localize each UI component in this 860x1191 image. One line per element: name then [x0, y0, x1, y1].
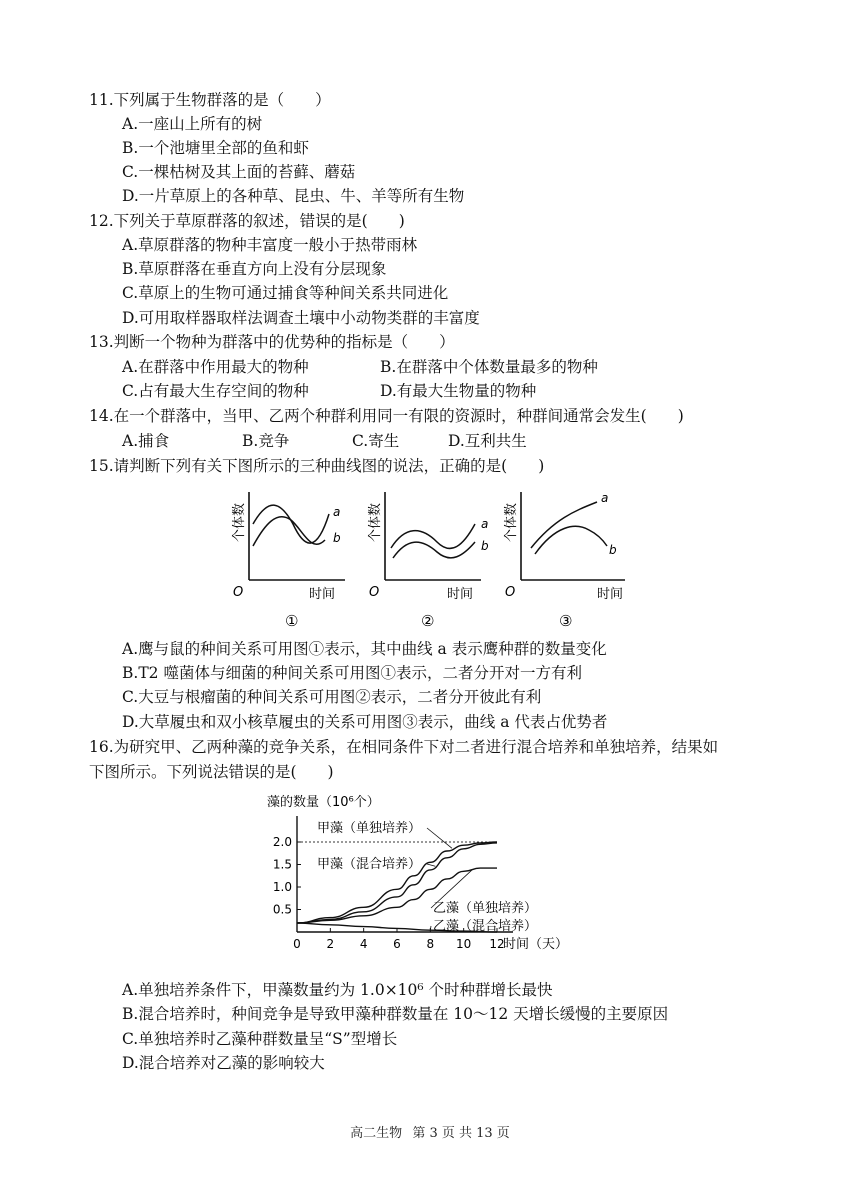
q13-option-a: A.在群落中作用最大的物种	[122, 358, 309, 376]
q16-stem-line2: 下图所示。下列说法错误的是( )	[89, 763, 334, 781]
series-leader-1	[427, 828, 452, 848]
q11-option-d: D.一片草原上的各种草、昆虫、牛、羊等所有生物	[122, 187, 465, 205]
q12-stem: 12.下列关于草原群落的叙述，错误的是( )	[89, 212, 405, 230]
x-tick-label: 10	[456, 937, 472, 951]
footer-page-number: 第 3 页 共 13 页	[412, 1126, 510, 1141]
curve-a	[531, 502, 597, 548]
q12-option-b: B.草原群落在垂直方向上没有分层现象	[122, 260, 387, 278]
y-tick-label: 1.0	[272, 880, 292, 894]
q13-stem: 13.判断一个物种为群落中的优势种的指标是（ ）	[89, 333, 455, 351]
panel-2	[367, 492, 489, 630]
q16-option-a: A.单独培养条件下，甲藻数量约为 1.0×10⁶ 个时种群增长最快	[122, 981, 553, 999]
curve-a-label: a	[601, 491, 609, 505]
curve-b-label: b	[481, 539, 489, 553]
algae-growth-chart	[265, 786, 595, 970]
y-axis-label: 个体数	[232, 502, 247, 542]
chart-y-axis-label: 藻的数量（10⁶个）	[267, 795, 380, 810]
q15-option-b: B.T2 噬菌体与细菌的种间关系可用图①表示，二者分开对一方有利	[122, 664, 582, 682]
q16-option-d: D.混合培养对乙藻的影响较大	[122, 1054, 325, 1072]
panel-label: ①	[285, 612, 299, 630]
y-tick-label: 1.5	[272, 857, 292, 872]
x-tick-label: 4	[359, 937, 368, 951]
q16-stem-line1: 16.为研究甲、乙两种藻的竞争关系，在相同条件下对二者进行混合培养和单独培养，结果如	[89, 738, 719, 756]
origin-label: O	[369, 585, 380, 600]
curve-a	[253, 505, 329, 543]
q14-stem: 14.在一个群落中，当甲、乙两个种群利用同一有限的资源时，种群间通常会发生( )	[89, 407, 684, 425]
q13-option-d: D.有最大生物量的物种	[380, 382, 537, 400]
q11-option-a: A.一座山上所有的树	[122, 115, 263, 133]
q14-option-d: D.互利共生	[448, 432, 527, 450]
panel-label: ②	[421, 612, 435, 630]
series-label-2: 甲藻（混合培养）	[317, 857, 422, 872]
y-tick-label: 0.5	[272, 902, 292, 917]
q16-option-c: C.单独培养时乙藻种群数量呈“S”型增长	[122, 1030, 398, 1048]
curve-b-label: b	[609, 543, 617, 557]
q14-option-b: B.竞争	[242, 432, 290, 450]
x-tick-label: 8	[426, 937, 435, 951]
q15-figure	[225, 484, 635, 630]
q13-option-c: C.占有最大生存空间的物种	[122, 382, 309, 400]
q11-option-c: C.一棵枯树及其上面的苔藓、蘑菇	[122, 163, 356, 181]
y-axis-label: 个体数	[504, 502, 519, 542]
q11-option-b: B.一个池塘里全部的鱼和虾	[122, 139, 309, 157]
q15-option-c: C.大豆与根瘤菌的种间关系可用图②表示，二者分开彼此有利	[122, 688, 542, 706]
x-tick-label: 2	[326, 937, 335, 951]
y-axis-label: 个体数	[368, 502, 383, 542]
curve-a-label: a	[333, 505, 341, 519]
series-label-4: 乙藻（混合培养）	[433, 919, 538, 934]
q15-option-d: D.大草履虫和双小核草履虫的关系可用图③表示，曲线 a 代表占优势者	[122, 713, 608, 731]
q15-stem: 15.请判断下列有关下图所示的三种曲线图的说法，正确的是( )	[89, 457, 545, 475]
x-tick-label: 12	[489, 937, 505, 951]
x-axis-label: 时间	[309, 587, 336, 602]
series-label-3: 乙藻（单独培养）	[433, 901, 538, 916]
q12-option-d: D.可用取样器取样法调查土壤中小动物类群的丰富度	[122, 309, 480, 327]
q12-option-a: A.草原群落的物种丰富度一般小于热带雨林	[122, 236, 418, 254]
q13-option-b: B.在群落中个体数量最多的物种	[380, 358, 598, 376]
x-tick-label: 6	[393, 937, 401, 951]
q16-option-b: B.混合培养时，种间竞争是导致甲藻种群数量在 10～12 天增长缓慢的主要原因	[122, 1005, 669, 1023]
curve-b	[535, 526, 607, 554]
curve-a	[391, 524, 475, 548]
panel-label: ③	[559, 612, 573, 630]
series-leader-2	[427, 864, 435, 866]
series-label-1: 甲藻（单独培养）	[317, 821, 422, 836]
q14-option-c: C.寄生	[352, 432, 400, 450]
panel-3	[503, 491, 625, 630]
origin-label: O	[505, 585, 516, 600]
x-tick-label: 0	[293, 937, 301, 951]
q11-stem: 11.下列属于生物群落的是（ ）	[89, 91, 331, 109]
q15-option-a: A.鹰与鼠的种间关系可用图①表示，其中曲线 a 表示鹰种群的数量变化	[122, 640, 607, 658]
y-tick-label: 2.0	[272, 835, 292, 849]
footer-subject: 高二生物	[350, 1126, 403, 1141]
x-axis-label: 时间	[597, 587, 624, 602]
curve-a-label: a	[481, 517, 489, 531]
chart-x-axis-label: 时间（天）	[503, 937, 569, 952]
origin-label: O	[233, 585, 244, 600]
curve-b	[393, 542, 475, 558]
page-footer	[0, 1122, 860, 1141]
panel-1	[231, 492, 345, 630]
x-axis-label: 时间	[447, 587, 474, 602]
q12-option-c: C.草原上的生物可通过捕食等种间关系共同进化	[122, 284, 449, 302]
curve-b-label: b	[333, 531, 341, 545]
q14-option-a: A.捕食	[122, 432, 170, 450]
